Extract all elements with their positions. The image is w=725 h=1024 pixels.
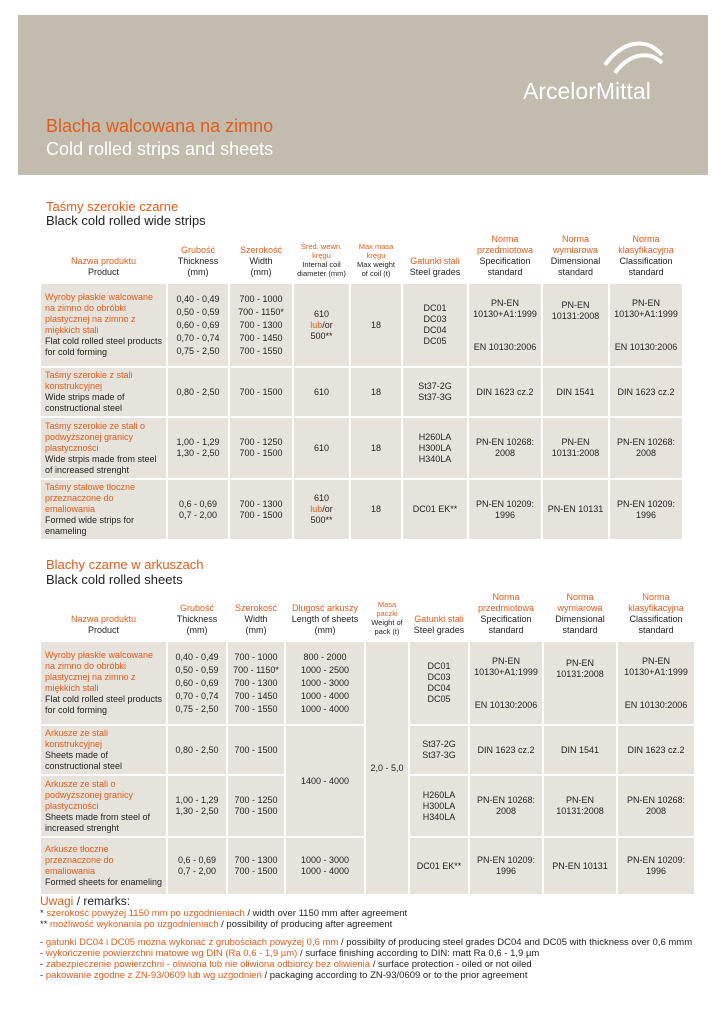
table-row: Wyroby płaskie walcowane na zimno do obróbki plastycznej na zimno z miękkich stali Flat cold rolled steel products for cold forming 0,40 - 0,49 0,50 - 0,59 0,60 - 0,69 0,70 - 0,74 0,75 - 2,50 700 - 1000 700 - 1150* 700 - 1300 700 - 1450 700 - 1550 800 - 2000 1000 - 2500 1000 - 3000 1000 - 4000 1000 - 4000 2,0 - 5,0 DC01 DC03 DC04 DC05 PN-EN 10130+A1:1999 EN 10130:2006 PN-EN 10131:2008 PN-EN 10130+A1:1999 EN 10130:2006	[41, 642, 694, 724]
table-row: Wyroby płaskie walcowane na zimno do obróbki plastycznej na zimno z miękkich stali Flat cold rolled steel products for cold forming 0,40 - 0,49 0,50 - 0,59 0,60 - 0,69 0,70 - 0,74 0,75 - 2,50 700 - 1000 700 - 1150* 700 - 1300 700 - 1450 700 - 1550 610 lub/or 500** 18 DC01 DC03 DC04 DC05 PN-EN 10130+A1:1999 EN 10130:2006 PN-EN 10131:2008 PN-EN 10130+A1:1999 EN 10130:2006	[41, 284, 682, 366]
sheets-table	[39, 588, 696, 896]
wide-strips-table	[39, 230, 684, 541]
title-pl: Blacha walcowana na zimno	[46, 116, 274, 136]
title-en: Cold rolled strips and sheets	[46, 139, 274, 159]
table-row: Taśmy szerokie ze stali o podwyższonej granicy plastyczności Wide strpis made from steel of increased strenght 1,00 - 1,29 1,30 - 2,50 700 - 1250 700 - 1500 610 18 H260LA H300LA H340LA PN-EN 10268: 2008 PN-EN 10131:2008 PN-EN 10268: 2008	[41, 418, 682, 478]
section2-title-pl: Blachy czarne w arkuszach	[46, 557, 204, 572]
logo-text: ArcelorMittal	[523, 78, 651, 104]
table-row: Taśmy stalowe tłoczne przeznaczone do emaliowania Formed wide strips for enameling 0,6 - 0,69 0,7 - 2,00 700 - 1300 700 - 1500 610 lub/or 500** 18 DC01 EK** PN-EN 10209: 1996 PN-EN 10131 PN-EN 10209: 1996	[41, 480, 682, 539]
remarks: Uwagi / remarks: * szerokość powyżej 1150 mm po uzgodnieniach / width over 1150 mm after agreement ** możliwość wykonania po uzgodnieniach / possibility of producing after agreement - gatunki DC04 i DC05 można wykonać z grubościach powyżej 0,6 mm / possibilty of producing steel grades DC04 and DC05 with thickness over 0,6 mmm - wykończenie powierzchni matowe wg DIN (Ra 0,6 - 1,9 µm) / surface finishing according to DIN: matt Ra 0,6 - 1,9 µm - zabezpieczenie powierzchni - oliwiona lub nie oliwiona odbiorcy bez oliwienia / surface protection - oiled or not oiled - pakowanie zgodne z ZN-93/0609 lub wg uzgodnień / packaging according to ZN-93/0609 or to the prior agreement	[40, 894, 693, 982]
table-row: Arkusze ze stali konstrukcyjnej Sheets made of constructional steel 0,80 - 2,50 700 - 1500 1400 - 4000 St37-2G St37-3G DIN 1623 cz.2 DIN 1541 DIN 1623 cz.2	[41, 726, 694, 774]
section1-title-pl: Taśmy szerokie czarne	[46, 199, 179, 214]
table-header: Nazwa produktu Product Grubość Thickness (mm) Szerokość Width (mm) Śred. wewn. kręgu Internal coil diameter (mm) Max masa kręgu Max weight of coil (t) Gatunki stali Steel grades Norma przedmiotowa Specification standard Norma wymiarowa Dimensional standard Norma klasyfikacyjna Classification standard	[41, 232, 682, 282]
table-row: Arkusze tłoczne przeznaczone do emaliowania Formed sheets for enameling 0,6 - 0,69 0,7 - 2,00 700 - 1300 700 - 1500 1000 - 3000 1000 - 4000 DC01 EK** PN-EN 10209: 1996 PN-EN 10131 PN-EN 10209: 1996	[41, 838, 694, 894]
arcelormittal-logo-icon	[600, 35, 665, 80]
table-row: Arkusze ze stali o podwyższonej granicy plastyczności Sheets made from steel of increased strenght 1,00 - 1,29 1,30 - 2,50 700 - 1250 700 - 1500 H260LA H300LA H340LA PN-EN 10268: 2008 PN-EN 10131:2008 PN-EN 10268: 2008	[41, 776, 694, 836]
table-row: Taśmy szerokie z stali konstrukcyjnej Wide strips made of constructional steel 0,80 - 2,50 700 - 1500 610 18 St37-2G St37-3G DIN 1623 cz.2 DIN 1541 DIN 1623 cz.2	[41, 368, 682, 416]
section1-title-en: Black cold rolled wide strips	[46, 213, 206, 228]
table-header: Nazwa produktu Product Grubość Thickness (mm) Szerokość Width (mm) Długość arkuszy Length of sheets (mm) Masa paczki Weight of pack (t) Gatunki stali Steel grades Norma przedmiotowa Specification standard Norma wymiarowa Dimensional standard Norma klasyfikacyjna Classification standard	[41, 590, 694, 640]
section2-title-en: Black cold rolled sheets	[46, 572, 183, 587]
